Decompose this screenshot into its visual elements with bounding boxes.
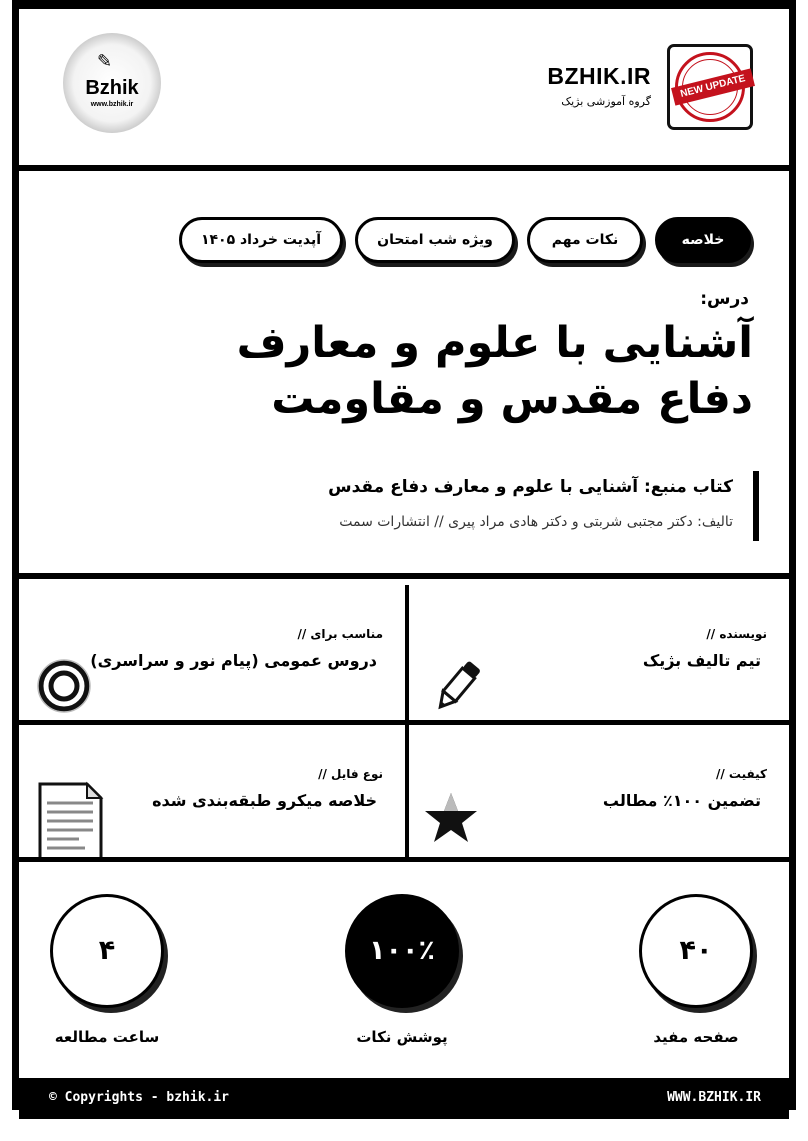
page-frame bbox=[12, 0, 796, 1110]
footer bbox=[19, 1078, 789, 1119]
stat-hours-circle: ۴ bbox=[50, 894, 164, 1008]
info-grid bbox=[19, 585, 789, 862]
author-label: نویسنده // bbox=[706, 627, 767, 641]
lesson-title-line-2: دفاع مقدس و مقاومت bbox=[271, 374, 753, 424]
info-cell-quality bbox=[409, 725, 789, 862]
tab-bar bbox=[179, 217, 757, 269]
stat-pages-label: صفحه مفید bbox=[653, 1028, 739, 1046]
source-author: تالیف: دکتر مجتبی شربتی و دکتر هادی مراد پیری // انتشارات سمت bbox=[339, 514, 733, 530]
header bbox=[19, 9, 789, 171]
stat-pages-circle: ۴۰ bbox=[639, 894, 753, 1008]
info-cell-audience bbox=[19, 585, 405, 722]
logo-url: www.bzhik.ir bbox=[90, 101, 134, 108]
author-value: تیم تالیف بژیک bbox=[642, 651, 761, 670]
stat-hours-label: ساعت مطالعه bbox=[54, 1028, 160, 1046]
audience-label: مناسب برای // bbox=[297, 627, 383, 641]
stat-coverage-label: پوشش نکات bbox=[356, 1028, 448, 1046]
footer-site-link[interactable]: WWW.BZHIK.IR bbox=[667, 1090, 761, 1105]
quality-label: کیفیت // bbox=[715, 767, 767, 781]
tab-update[interactable]: آپدیت خرداد ۱۴۰۵ bbox=[179, 217, 343, 263]
target-icon bbox=[35, 657, 93, 715]
site-name[interactable]: BZHIK.IR bbox=[547, 63, 651, 89]
pencil-icon bbox=[427, 657, 487, 717]
file-type-label: نوع فایل // bbox=[318, 767, 383, 781]
tab-summary[interactable]: خلاصه bbox=[655, 217, 751, 263]
document-icon bbox=[35, 781, 105, 861]
lesson-section bbox=[19, 177, 789, 579]
bzhik-logo[interactable] bbox=[63, 33, 161, 133]
pen-logo-icon: ✎ bbox=[97, 51, 113, 72]
stamp-icon bbox=[675, 52, 745, 122]
info-cell-author bbox=[409, 585, 789, 722]
info-cell-file-type bbox=[19, 725, 405, 862]
lesson-title bbox=[209, 315, 753, 427]
lesson-label: درس: bbox=[700, 289, 749, 309]
audience-value: دروس عمومی (پیام نور و سراسری) bbox=[90, 651, 377, 670]
stat-coverage-circle: ۱۰۰٪ bbox=[345, 894, 459, 1008]
star-icon bbox=[421, 787, 481, 847]
quality-value: تضمین ۱۰۰٪ مطالب bbox=[602, 791, 761, 810]
source-block bbox=[249, 471, 759, 541]
source-book: کتاب منبع: آشنایی با علوم و معارف دفاع مقدس bbox=[328, 477, 733, 497]
logo-name: Bzhik bbox=[85, 77, 139, 99]
file-type-value: خلاصه میکرو طبقه‌بندی شده bbox=[152, 791, 377, 810]
site-subtitle: گروه آموزشی بژیک bbox=[561, 95, 651, 108]
footer-copyright: © Copyrights - bzhik.ir bbox=[49, 1090, 230, 1105]
grid-divider-horizontal bbox=[19, 720, 789, 725]
tab-exam-night[interactable]: ویژه شب امتحان bbox=[355, 217, 515, 263]
new-update-badge bbox=[667, 44, 753, 130]
lesson-title-line-1: آشنایی با علوم و معارف bbox=[236, 318, 753, 368]
tab-key-points[interactable]: نکات مهم bbox=[527, 217, 643, 263]
stamp-text: NEW UPDATE bbox=[671, 68, 755, 105]
stats-section bbox=[19, 862, 789, 1078]
